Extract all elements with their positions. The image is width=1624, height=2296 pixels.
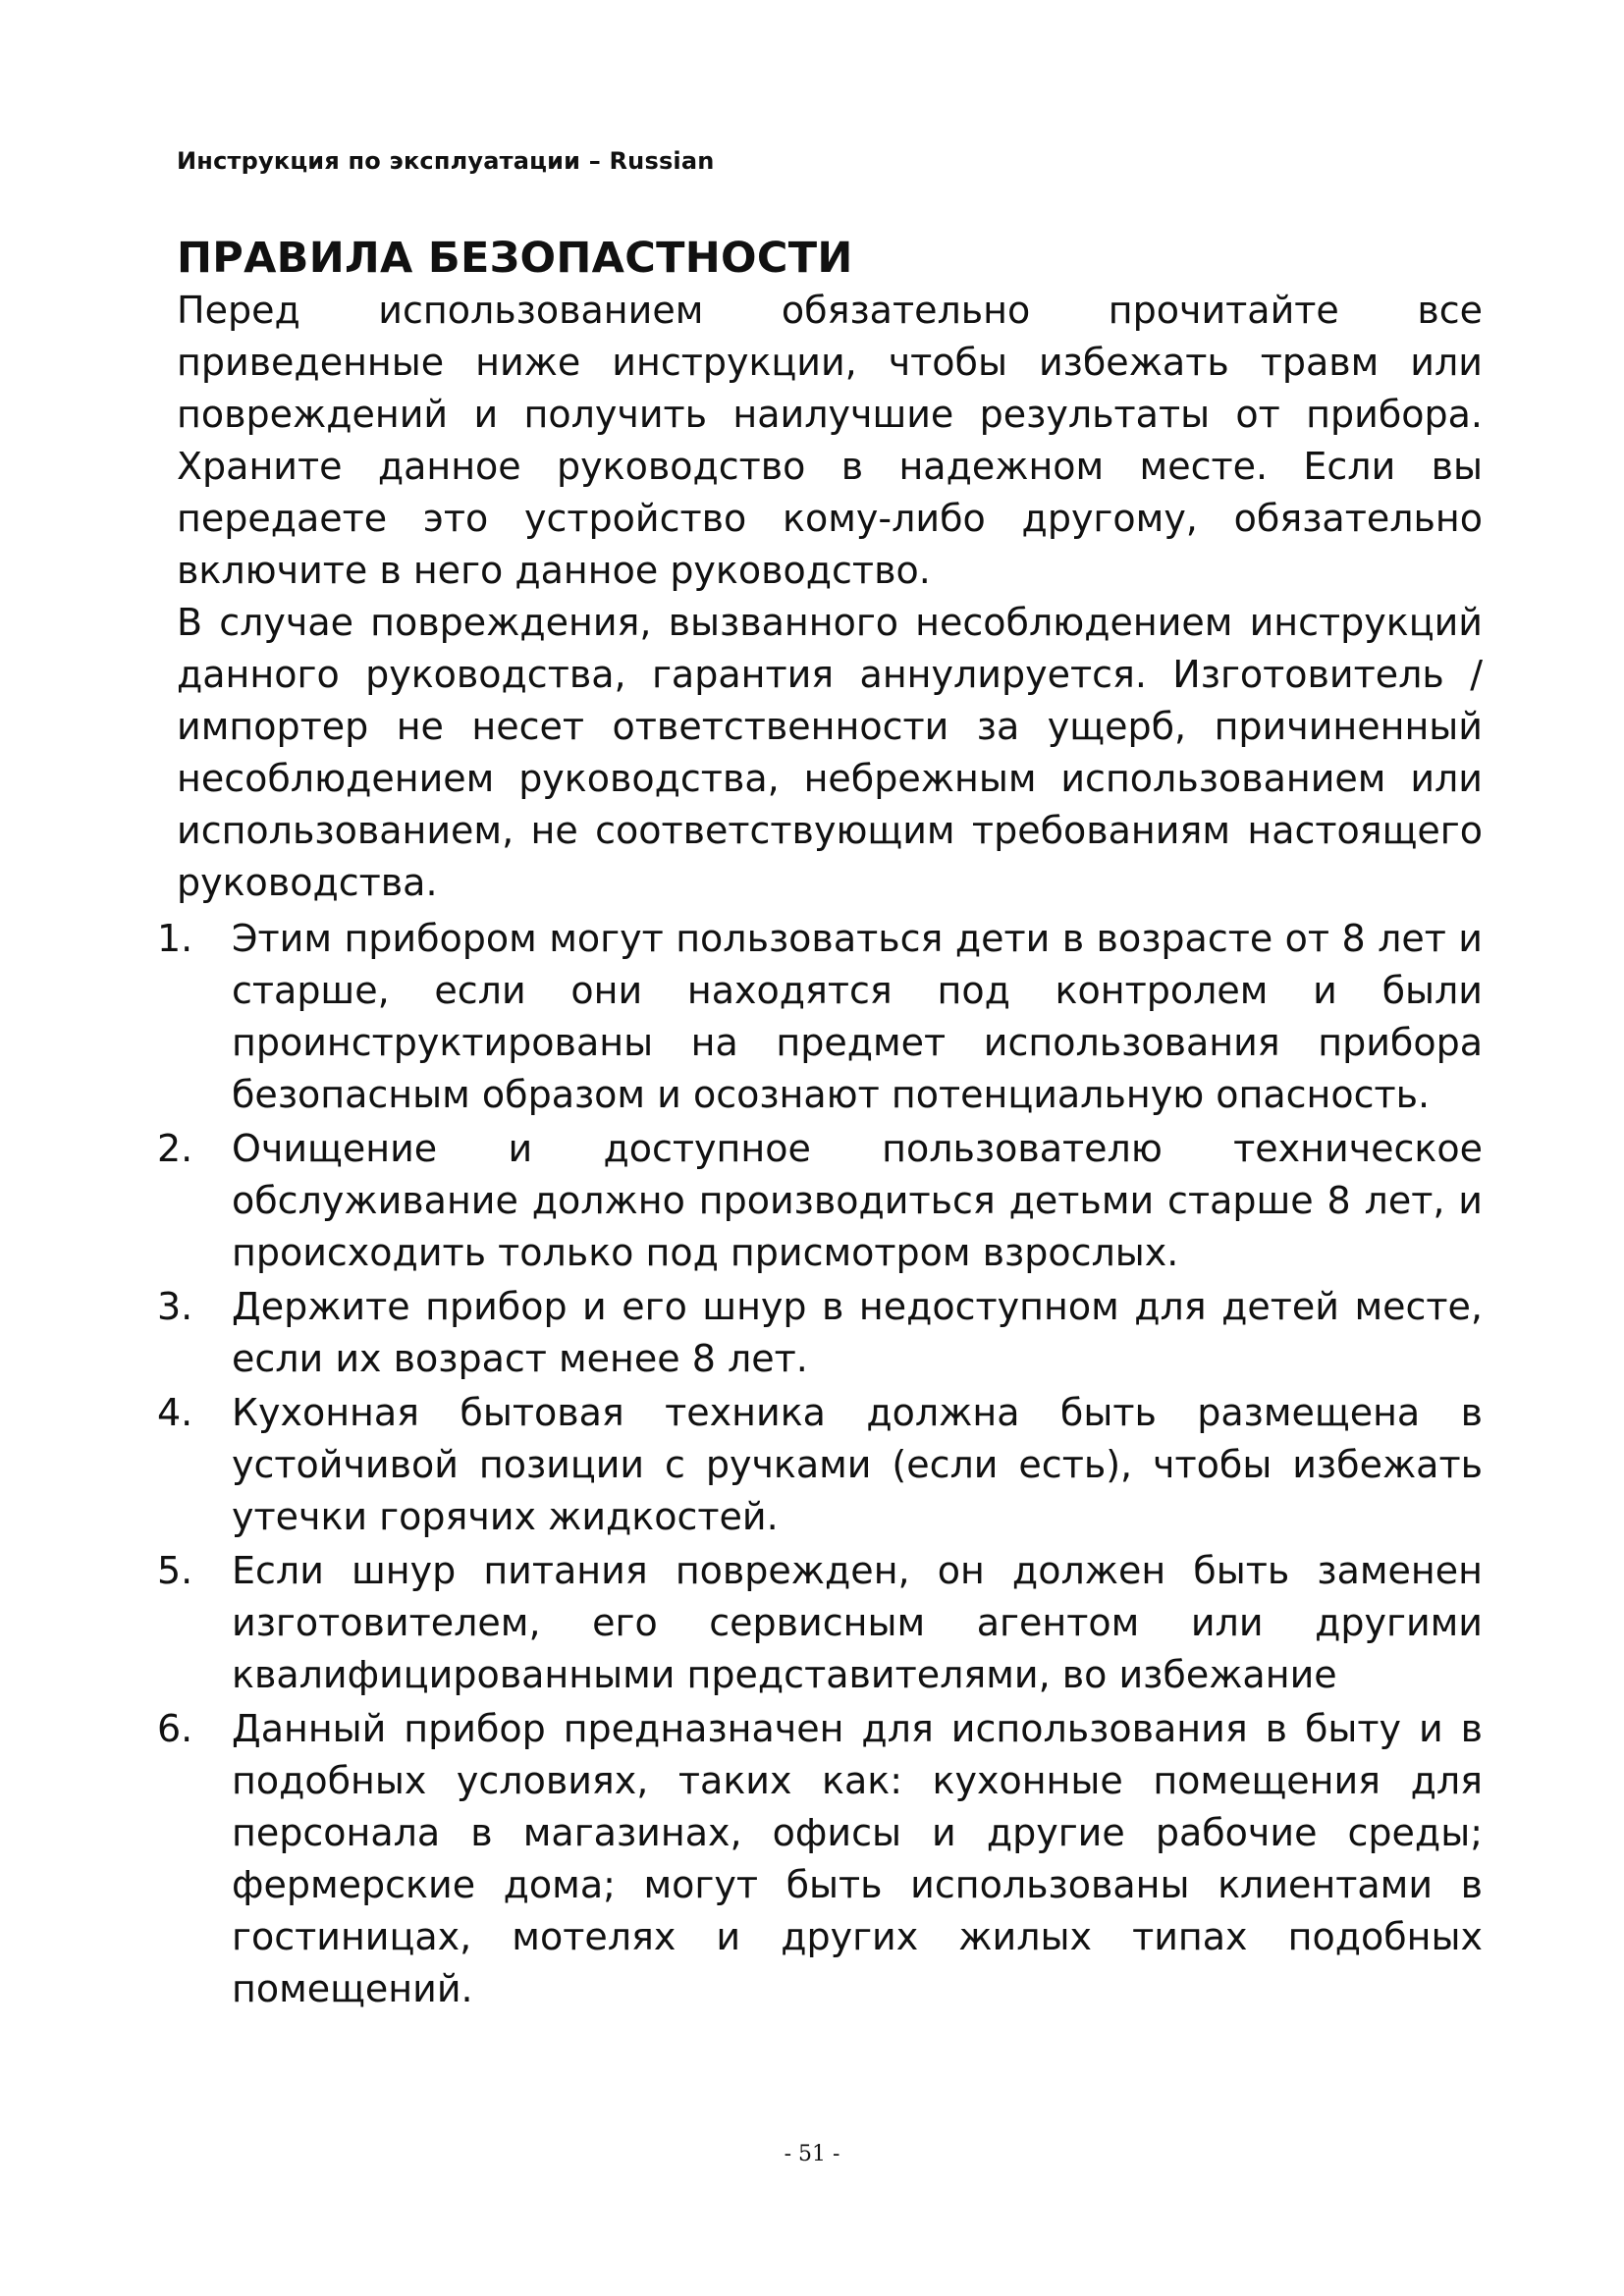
- rule-text: Кухонная бытовая техника должна быть размещена в устойчивой позиции с ручками (если есть), чтобы избежать утечки горячих жидкостей.: [232, 1391, 1483, 1538]
- rule-text: Очищение и доступное пользователю техническое обслуживание должно производиться детьми старше 8 лет, и происходить только под присмотром взрослых.: [232, 1127, 1483, 1274]
- safety-rule: [157, 913, 1483, 1121]
- intro-text: [177, 285, 1483, 909]
- rule-number: 2.: [157, 1127, 193, 1170]
- safety-rule: [157, 1123, 1483, 1279]
- rule-number: 1.: [157, 917, 193, 960]
- safety-rules-list: [157, 913, 1483, 2017]
- intro-paragraph: Перед использованием обязательно прочитайте все приведенные ниже инструкции, чтобы избежать травм или повреждений и получить наилучшие результаты от прибора. Храните данное руководство в надежном месте. Если вы передаете это устройство кому-либо другому, обязательно включите в него данное руководство.: [177, 289, 1483, 592]
- rule-number: 6.: [157, 1707, 193, 1750]
- safety-rule: [157, 1703, 1483, 2015]
- section-title: ПРАВИЛА БЕЗОПАСТНОСТИ: [177, 234, 853, 283]
- running-header: Инструкция по эксплуатации – Russian: [177, 147, 715, 175]
- rule-text: Этим прибором могут пользоваться дети в возрасте от 8 лет и старше, если они находятся под контролем и были проинструктированы на предмет использования прибора безопасным образом и осознают потенциальную опасность.: [232, 917, 1483, 1116]
- safety-rule: [157, 1545, 1483, 1701]
- rule-number: 4.: [157, 1391, 193, 1434]
- safety-rule: [157, 1387, 1483, 1543]
- rule-text: Держите прибор и его шнур в недоступном для детей месте, если их возраст менее 8 лет.: [232, 1285, 1483, 1380]
- safety-rule: [157, 1281, 1483, 1385]
- rule-text: Данный прибор предназначен для использования в быту и в подобных условиях, таких как: кухонные помещения для персонала в магазинах, офисы и другие рабочие среды; фермерские дома; могут быть использованы клиентами в гостиницах, мотелях и других жилых типах подобных помещений.: [232, 1707, 1483, 2010]
- rule-number: 3.: [157, 1285, 193, 1328]
- page-number: - 51 -: [784, 2142, 840, 2166]
- rule-number: 5.: [157, 1549, 193, 1592]
- intro-paragraph: В случае повреждения, вызванного несоблюдением инструкций данного руководства, гарантия аннулируется. Изготовитель / импортер не несет ответственности за ущерб, причиненный несоблюдением руководства, небрежным использованием или использованием, не соответствующим требованиям настоящего руководства.: [177, 601, 1483, 904]
- rule-text: Если шнур питания поврежден, он должен быть заменен изготовителем, его сервисным агентом или другими квалифицированными представителями, во избежание: [232, 1549, 1483, 1696]
